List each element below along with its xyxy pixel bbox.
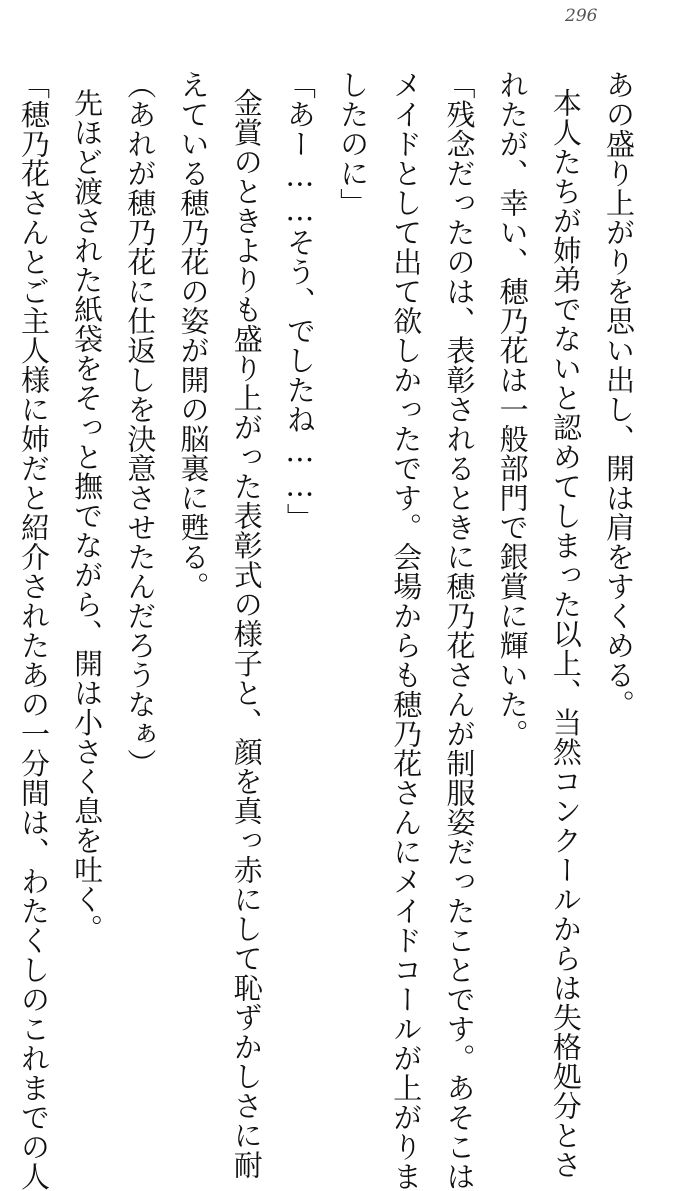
text-line-11: 先ほど渡された紙袋をそっと撫でながら、開は小さく息を吐く。 — [70, 88, 105, 944]
text-line-13 — [0, 70, 3, 1030]
text-line-8: 金賞のときよりも盛り上がった表彰式の様子と、顔を真っ赤にして恥ずかしさに耐 — [229, 88, 264, 1180]
text-line-3: れたが、幸い、穂乃花は一般部門で銀賞に輝いた。 — [495, 70, 530, 749]
text-line-6: したのに」 — [336, 70, 371, 218]
text-line-10: （あれが穂乃花に仕返しを決意させたんだろうなぁ） — [123, 70, 158, 778]
vertical-text-block — [0, 70, 641, 1191]
text-line-5: メイドとして出て欲しかったです。会場からも穂乃花さんにメイドコールが上がりま — [389, 70, 424, 1191]
text-line-1: あの盛り上がりを思い出し、開は肩をすくめる。 — [602, 70, 636, 719]
text-line-7: 「あー……そう、でしたね……」 — [282, 70, 317, 533]
page-number: 296 — [565, 6, 598, 26]
text-line-4: 「残念だったのは、表彰されるときに穂乃花さんが制服姿だったことです。あそこは — [442, 70, 477, 1191]
text-line-12: 「穂乃花さんとご主人様に姉だと紹介されたあの一分間は、わたくしのこれまでの人 — [16, 70, 51, 1191]
text-line-9: えている穂乃花の姿が開の脳裏に甦る。 — [176, 70, 211, 601]
text-line-2: 本人たちが姉弟でないと認めてしまった以上、当然コンクールからは失格処分とさ — [548, 88, 583, 1180]
